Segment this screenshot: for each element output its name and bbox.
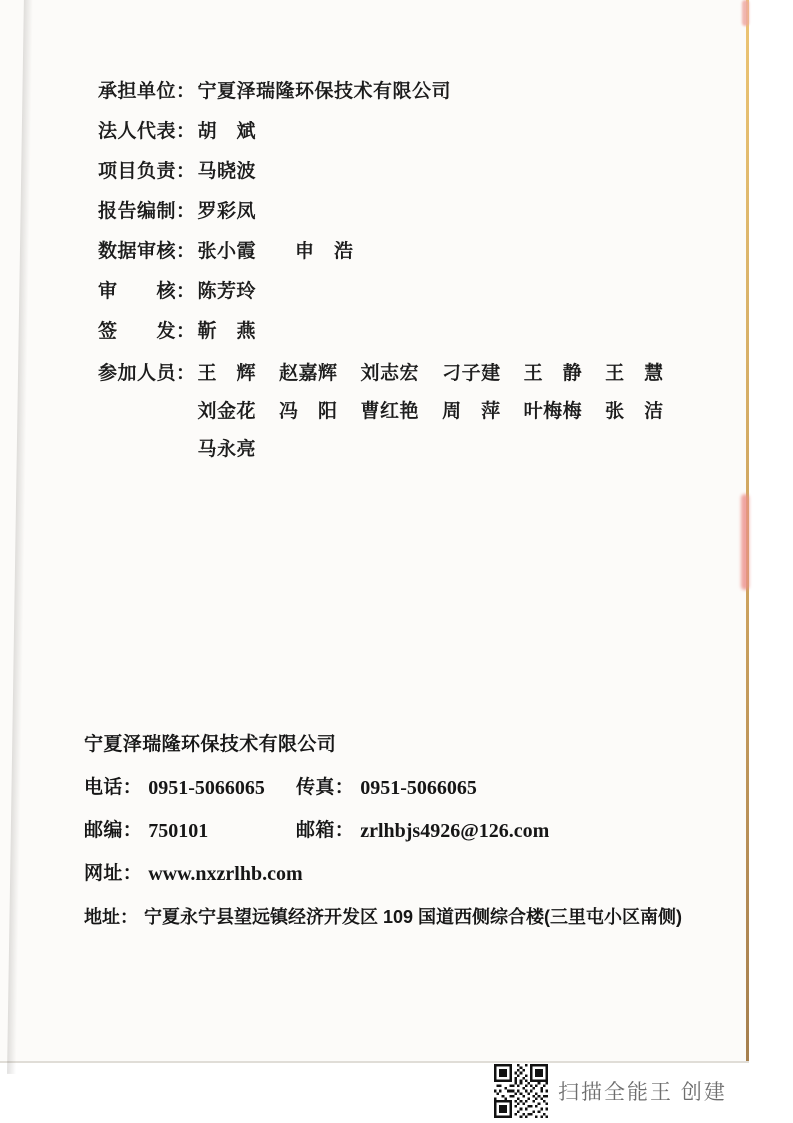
email-field <box>296 821 549 841</box>
postcode-field <box>84 821 296 841</box>
participant-name: 王 慧 <box>605 363 664 384</box>
field-value: 马晓波 <box>197 161 257 182</box>
contact-phone-fax-row <box>84 778 682 798</box>
phone-value: 0951-5066065 <box>148 777 265 799</box>
field-row-legal-representative <box>98 122 451 142</box>
phone-label: 电话： <box>84 777 143 798</box>
participant-name: 叶梅梅 <box>523 401 583 422</box>
address-value: 宁夏永宁县望远镇经济开发区 109 国道西侧综合楼(三里屯小区南侧) <box>144 907 683 927</box>
contact-postcode-email-row <box>84 821 682 841</box>
field-value: 靳 燕 <box>197 321 257 342</box>
field-value: 罗彩凤 <box>197 201 257 222</box>
address-label: 地址： <box>84 907 138 927</box>
field-label: 审 核： <box>98 281 196 302</box>
field-row-report-compiler <box>98 202 451 222</box>
email-value: zrlhbjs4926@126.com <box>360 820 550 842</box>
participant-name: 刁子建 <box>442 363 501 384</box>
fax-field <box>296 778 477 798</box>
participants-block <box>98 364 664 478</box>
postcode-value: 750101 <box>148 820 209 842</box>
camscanner-watermark-text: 扫描全能王 创建 <box>558 1081 727 1104</box>
company-name: 宁夏泽瑞隆环保技术有限公司 <box>84 734 337 755</box>
phone-field <box>84 778 296 798</box>
website-label: 网址： <box>84 863 143 884</box>
participant-name: 王 静 <box>523 363 583 384</box>
field-label: 法人代表： <box>98 121 196 142</box>
field-label: 报告编制： <box>98 201 196 222</box>
participant-name: 周 萍 <box>442 401 501 422</box>
participant-name: 刘金花 <box>197 401 257 422</box>
field-value: 张小霞 申 浩 <box>197 241 354 262</box>
participants-row-1 <box>198 364 664 384</box>
field-label: 项目负责： <box>98 161 196 182</box>
participants-row-2 <box>198 402 664 422</box>
field-value: 宁夏泽瑞隆环保技术有限公司 <box>197 81 452 102</box>
participants-names <box>198 364 664 478</box>
field-value: 胡 斌 <box>197 121 257 142</box>
postcode-label: 邮编： <box>84 820 143 841</box>
field-row-project-leader <box>98 162 451 182</box>
credits-block <box>98 82 451 362</box>
website-value: www.nxzrlhb.com <box>148 863 303 885</box>
pink-edge-mark-top <box>742 0 749 26</box>
participant-name: 冯 阳 <box>279 401 338 422</box>
contact-address-row <box>84 907 682 927</box>
contact-block <box>84 735 682 950</box>
fax-value: 0951-5066065 <box>360 777 477 799</box>
pink-edge-mark-middle <box>741 494 749 590</box>
field-row-issuer <box>98 322 451 342</box>
qr-code-icon <box>494 1064 548 1118</box>
field-row-data-review <box>98 242 451 262</box>
field-row-reviewer <box>98 282 451 302</box>
contact-company-row <box>84 735 682 755</box>
contact-website-row <box>84 864 682 884</box>
participant-name: 马永亮 <box>197 439 257 460</box>
field-label: 数据审核： <box>98 241 196 262</box>
participants-label: 参加人员： <box>98 363 196 384</box>
field-value: 陈芳玲 <box>197 281 257 302</box>
participant-name: 刘志宏 <box>360 363 420 384</box>
email-label: 邮箱： <box>296 820 355 841</box>
field-row-undertaking-unit <box>98 82 451 102</box>
field-label: 承担单位： <box>98 81 196 102</box>
participant-name: 王 辉 <box>197 363 257 384</box>
field-label: 签 发： <box>98 321 196 342</box>
participant-name: 赵嘉辉 <box>279 363 338 384</box>
fax-label: 传真： <box>296 777 355 798</box>
participants-row-3 <box>198 440 664 460</box>
participant-name: 曹红艳 <box>360 401 420 422</box>
participant-name: 张 洁 <box>605 401 664 422</box>
